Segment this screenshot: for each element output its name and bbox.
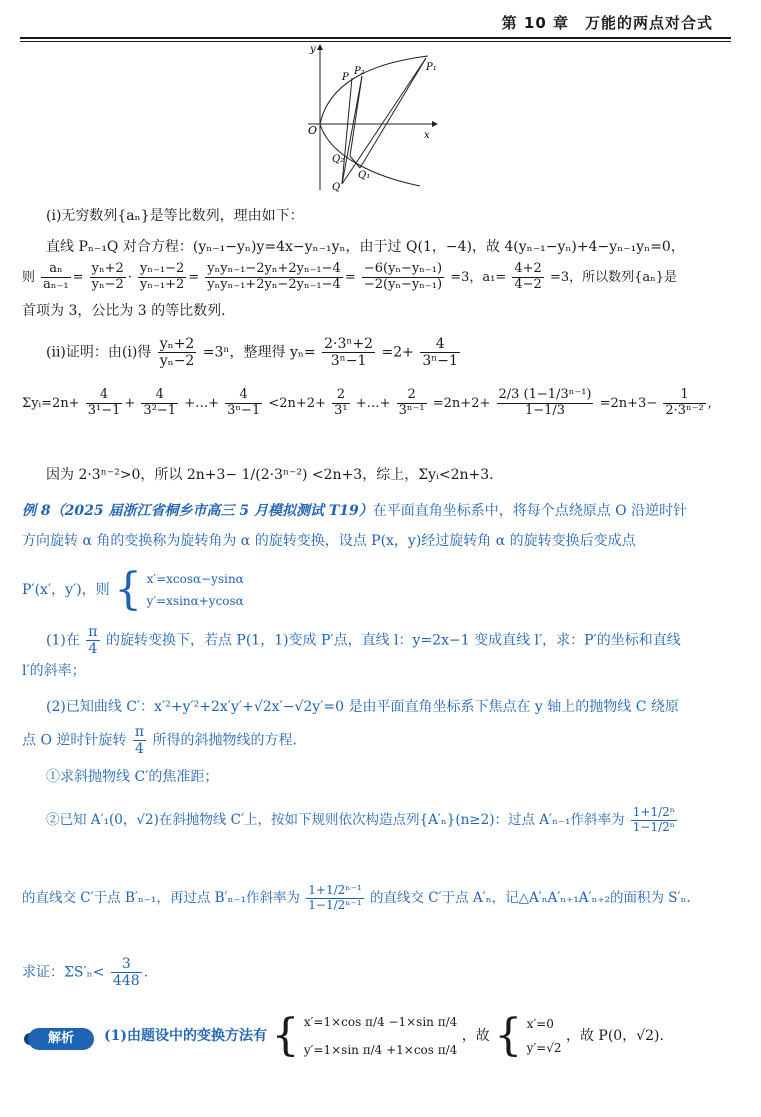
frac-yn-closed: $\frac{\text{2·3ⁿ+2}}{\text{3ⁿ−1}}$ xyxy=(324,336,374,370)
frac-a1: $\frac{4+2}{4-2}$ xyxy=(514,261,542,292)
question-1-cont: l′的斜率； xyxy=(22,663,86,679)
frac-last: $\frac{1}{\text{2·3ⁿ⁻²}}$ xyxy=(665,387,704,418)
ratio-end: =3，所以数列{aₙ}是 xyxy=(549,269,678,285)
label-q2: Q₂ xyxy=(332,154,345,165)
line-geometric-conclusion: 首项为 3，公比为 3 的等比数列. xyxy=(22,303,226,319)
label-p2: P₂ xyxy=(354,66,365,77)
frac-pi4-b: $\frac{\pi}{4}$ xyxy=(134,724,145,758)
frac-big: $\frac{\text{yₙyₙ₋₁−2yₙ+2yₙ₋₁−4}}{\text{yₙyₙ₋₁+2yₙ−2yₙ₋₁−4}}$ xyxy=(207,261,341,292)
example-number: 例 8 xyxy=(22,503,51,519)
chord-q1-q2 xyxy=(350,156,360,168)
line-pq-equation: 直线 Pₙ₋₁Q 对合方程：(yₙ₋₁−yₙ)y=4x−yₙ₋₁yₙ，由于过 Q(1，−4)，故 4(yₙ₋₁−yₙ)+4−yₙ₋₁yₙ=0， xyxy=(46,239,685,255)
frac-k1: $\frac{\text{1+1/2ⁿ}}{\text{1−1/2ⁿ}}$ xyxy=(632,805,675,834)
question-proof-target: 求证：ΣS′ₙ< $\frac{3}{448}$ . xyxy=(22,956,149,990)
y-axis-arrow xyxy=(317,44,323,50)
parabola-figure xyxy=(300,38,450,198)
frac-k2: $\frac{\text{1+1/2ⁿ⁻¹}}{\text{1−1/2ⁿ⁻¹}}$ xyxy=(308,883,362,912)
ratio-mid: =3，a₁= xyxy=(450,269,507,285)
question-2-2-cont: 的直线交 C′于点 B′ₙ₋₁，再过点 B′ₙ₋₁作斜率为 $\frac{\text{1+1/2ⁿ⁻¹}}{\text{1−1/2ⁿ⁻¹}}$ 的直线交 C′于点 A′ₙ，记△A′ₙA′ₙ₊₁A′ₙ₊₂的面积为 S′ₙ. xyxy=(22,883,691,912)
frac-diff: $\frac{\text{−6(yₙ−yₙ₋₁)}}{\text{−2(yₙ−yₙ₋₁)}}$ xyxy=(363,261,443,292)
example-8-line1: 例 8（2025 届浙江省桐乡市高三 5 月模拟测试 T19）在平面直角坐标系中，将每个点绕原点 O 沿逆时针 xyxy=(22,503,688,519)
x-axis-arrow xyxy=(432,121,438,127)
label-p1: P₁ xyxy=(426,62,437,73)
question-2: (2)已知曲线 C′：x′²+y′²+2x′y′+√2x′−√2y′=0 是由平面直角坐标系下焦点在 y 轴上的抛物线 C 绕原 xyxy=(46,699,679,715)
line-conclusion-ii: 因为 2·3ⁿ⁻²>0，所以 2n+3− 1/(2·3ⁿ⁻²) <2n+3，综上，Σyᵢ<2n+3. xyxy=(46,467,494,483)
label-q: Q xyxy=(332,182,341,193)
frac-ans: $\frac{3}{448}$ xyxy=(112,956,140,990)
question-2-cont: 点 O 逆时针旋转 $\frac{\pi}{4}$ 所得的斜抛物线的方程. xyxy=(22,724,297,758)
frac-yn12: $\frac{\text{yₙ₋₁−2}}{\text{yₙ₋₁+2}}$ xyxy=(140,261,185,292)
parabola-curve xyxy=(320,56,428,186)
frac-pi4-a: $\frac{\pi}{4}$ xyxy=(88,624,98,658)
label-x: x xyxy=(424,130,430,141)
solution-label: 解析 xyxy=(28,1028,94,1050)
example-8-line3: P′(x′，y′)，则 { x′=xcosα−ysinα y′=xsinα+ycosα xyxy=(22,564,244,615)
frac-yn2-b: $\frac{\text{yₙ+2}}{\text{yₙ−2}}$ xyxy=(159,336,195,370)
example-8-line2: 方向旋转 α 角的变换称为旋转角为 α 的旋转变换，设点 P(x，y)经过旋转角 α 的旋转变换后变成点 xyxy=(22,533,636,549)
label-y: y xyxy=(310,44,316,55)
label-q1: Q₁ xyxy=(358,170,371,181)
frac-yn2: $\frac{\text{yₙ+2}}{\text{yₙ−2}}$ xyxy=(91,261,124,292)
chord-p1-q1 xyxy=(360,58,426,168)
frac-g3n: $\frac{2}{\text{3ⁿ⁻¹}}$ xyxy=(398,387,425,418)
frac-geo: $\frac{\text{2/3 (1−1/3ⁿ⁻¹)}}{1-1/3}$ xyxy=(498,387,592,418)
question-2-1: ①求斜抛物线 C′的焦准距； xyxy=(46,769,219,785)
label-origin: O xyxy=(308,124,318,137)
frac-f3n: $\frac{4}{\text{3ⁿ−1}}$ xyxy=(227,387,261,418)
line-i-heading: (ⅰ)无穷数列{aₙ}是等比数列，理由如下： xyxy=(46,208,304,224)
frac-f31: $\frac{4}{\text{3¹−1}}$ xyxy=(87,387,121,418)
frac-g31: $\frac{2}{\text{3¹}}$ xyxy=(334,387,348,418)
frac-an: $\frac{\text{aₙ}}{\text{aₙ₋₁}}$ xyxy=(43,261,69,292)
chord-q-p2 xyxy=(342,76,362,184)
label-p: P xyxy=(342,72,349,83)
question-2-2: ②已知 A′₁(0，√2)在斜抛物线 C′上，按如下规则依次构造点列{A′ₙ}(n≥2)：过点 A′ₙ₋₁作斜率为 $\frac{\text{1+1/2ⁿ}}{\text{1−1/2ⁿ}}$ xyxy=(46,805,675,834)
line-ii-proof: (ⅱ)证明：由(ⅰ)得 $\frac{\text{yₙ+2}}{\text{yₙ−2}}$ =3ⁿ，整理得 yₙ= $\frac{\text{2·3ⁿ+2}}{\text{3ⁿ−1}}$ =2+ $\frac{4}{\text{3ⁿ−1}}$ xyxy=(46,336,458,370)
frac-f32: $\frac{4}{\text{3²−1}}$ xyxy=(143,387,177,418)
page-header-title: 第 10 章 万能的两点对合式 xyxy=(501,14,713,32)
solution-line: (1)由题设中的变换方法有 { x′=1×cos π/4 −1×sin π/4 y′=1×sin π/4 +1×cos π/4 ，故 { x′=0 y′=√2 ，故 P(0，√2). xyxy=(104,1010,664,1061)
chord-p-q xyxy=(342,78,352,184)
question-1: (1)在 $\frac{\pi}{4}$ 的旋转变换下，若点 P(1，1)变成 P′点，直线 l：y=2x−1 变成直线 l′，求：P′的坐标和直线 xyxy=(46,624,681,658)
example-source: （2025 届浙江省桐乡市高三 5 月模拟测试 T19） xyxy=(50,503,373,519)
line-sum-estimate: Σyᵢ=2n+ $\frac{4}{\text{3¹−1}}$ + $\frac{4}{\text{3²−1}}$ +…+ $\frac{4}{\text{3ⁿ−1}}$ <2n+2+ $\frac{2}{\text{3¹}}$ +…+ $\frac{2}{\text{3ⁿ⁻¹}}$ =2n+2+ $\frac{\text{2/3 (1−1/3ⁿ⁻¹)}}{1-1/3}$ =2n+3− $\frac{1}{\text{2·3ⁿ⁻²}}$ , xyxy=(22,387,712,418)
frac-4-3n: $\frac{4}{\text{3ⁿ−1}}$ xyxy=(422,336,458,370)
ratio-prefix: 则 xyxy=(22,269,36,285)
line-ratio: 则 $\frac{\text{aₙ}}{\text{aₙ₋₁}}$ = $\frac{\text{yₙ+2}}{\text{yₙ−2}}$ · $\frac{\text{yₙ₋₁−2}}{\text{yₙ₋₁+2}}$ = $\frac{\text{yₙyₙ₋₁−2yₙ+2yₙ₋₁−4}}{\text{yₙyₙ₋₁+2yₙ−2yₙ₋₁−4}}$ = $\frac{\text{−6(yₙ−yₙ₋₁)}}{\text{−2(yₙ−yₙ₋₁)}}$ =3，a₁= $\frac{4+2}{4-2}$ =3，所以数列{aₙ}是 xyxy=(22,261,678,292)
